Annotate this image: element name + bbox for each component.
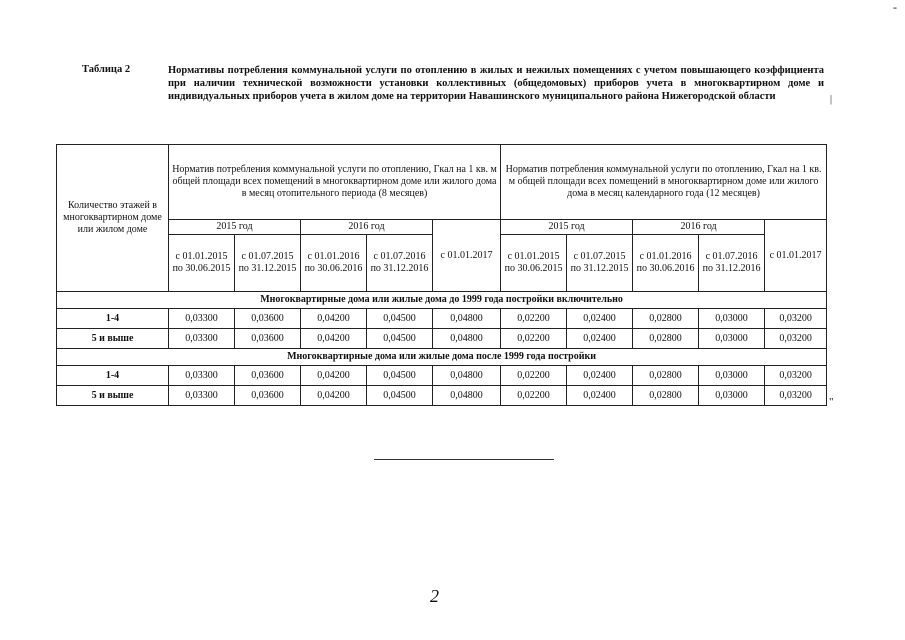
value-cell: 0,02400: [567, 366, 633, 386]
value-cell: 0,02400: [567, 309, 633, 329]
value-cell: 0,03200: [765, 309, 827, 329]
period-from-2017-heating: с 01.01.2017: [433, 220, 501, 292]
value-cell: 0,03000: [699, 329, 765, 349]
value-cell: 0,02800: [633, 386, 699, 406]
table-row: [57, 366, 827, 386]
value-cell: 0,02800: [633, 309, 699, 329]
value-cell: 0,02200: [501, 386, 567, 406]
value-cell: 0,02400: [567, 386, 633, 406]
period-header: с 01.01.2015 по 30.06.2015: [501, 235, 567, 292]
value-cell: 0,04800: [433, 309, 501, 329]
floors-cell: 5 и выше: [57, 329, 169, 349]
value-cell: 0,04500: [367, 386, 433, 406]
period-from-2017-calendar: с 01.01.2017: [765, 220, 827, 292]
value-cell: 0,02400: [567, 329, 633, 349]
group-header-calendar-year: Норматив потребления коммунальной услуги по отоплению, Гкал на 1 кв. м общей площади всех помещений в многоквартирном доме или жилого дома в месяц календарного года (12 месяцев): [501, 145, 827, 220]
value-cell: 0,03200: [765, 386, 827, 406]
floors-cell: 5 и выше: [57, 386, 169, 406]
row-header-floors: Количество этажей в многоквартирном доме или жилом доме: [57, 145, 169, 292]
value-cell: 0,02200: [501, 329, 567, 349]
period-header: с 01.01.2016 по 30.06.2016: [633, 235, 699, 292]
value-cell: 0,04200: [301, 386, 367, 406]
group-header-heating-period: Норматив потребления коммунальной услуги по отоплению, Гкал на 1 кв. м общей площади всех помещений в многоквартирном доме или жилого дома в месяц отопительного периода (8 месяцев): [169, 145, 501, 220]
table-row: [57, 309, 827, 329]
corner-mark: -: [893, 0, 897, 14]
page-number: 2: [430, 586, 439, 606]
table-label: Таблица 2: [82, 64, 131, 75]
value-cell: 0,03300: [169, 386, 235, 406]
value-cell: 0,03600: [235, 309, 301, 329]
caption-margin-mark: |: [830, 94, 833, 105]
period-header: с 01.07.2015 по 31.12.2015: [235, 235, 301, 292]
value-cell: 0,04800: [433, 366, 501, 386]
year-header-2015-calendar: 2015 год: [501, 220, 633, 235]
value-cell: 0,04800: [433, 386, 501, 406]
closing-quote-mark: ": [829, 396, 834, 408]
value-cell: 0,02200: [501, 366, 567, 386]
value-cell: 0,02200: [501, 309, 567, 329]
value-cell: 0,03600: [235, 386, 301, 406]
period-header: с 01.07.2016 по 31.12.2016: [367, 235, 433, 292]
value-cell: 0,03200: [765, 329, 827, 349]
value-cell: 0,04200: [301, 329, 367, 349]
value-cell: 0,02800: [633, 329, 699, 349]
floors-cell: 1-4: [57, 309, 169, 329]
value-cell: 0,02800: [633, 366, 699, 386]
value-cell: 0,04800: [433, 329, 501, 349]
value-cell: 0,03300: [169, 309, 235, 329]
period-header: с 01.01.2016 по 30.06.2016: [301, 235, 367, 292]
value-cell: 0,03300: [169, 329, 235, 349]
table-body: [57, 292, 827, 406]
table-row: [57, 329, 827, 349]
period-header: с 01.07.2016 по 31.12.2016: [699, 235, 765, 292]
value-cell: 0,03600: [235, 329, 301, 349]
value-cell: 0,03000: [699, 309, 765, 329]
norms-table: [56, 144, 827, 406]
value-cell: 0,03300: [169, 366, 235, 386]
value-cell: 0,04500: [367, 329, 433, 349]
value-cell: 0,03600: [235, 366, 301, 386]
table-caption: Нормативы потребления коммунальной услуги по отоплению в жилых и нежилых помещениях с учетом повышающего коэффициента при наличии технической возможности установки коллективных (общедомовых) приборов учета в многоквартирном доме и индивидуальных приборов учета в жилом доме на территории Навашинского муниципального района Нижегородской области: [168, 65, 824, 103]
footer-divider: [374, 459, 554, 460]
section-title: Многоквартирные дома или жилые дома после 1999 года постройки: [57, 349, 827, 366]
value-cell: 0,03200: [765, 366, 827, 386]
value-cell: 0,04200: [301, 366, 367, 386]
year-header-2015-heating: 2015 год: [169, 220, 301, 235]
value-cell: 0,03000: [699, 366, 765, 386]
value-cell: 0,04500: [367, 366, 433, 386]
floors-cell: 1-4: [57, 366, 169, 386]
period-header: с 01.07.2015 по 31.12.2015: [567, 235, 633, 292]
table-row: [57, 386, 827, 406]
value-cell: 0,03000: [699, 386, 765, 406]
value-cell: 0,04200: [301, 309, 367, 329]
value-cell: 0,04500: [367, 309, 433, 329]
period-header: с 01.01.2015 по 30.06.2015: [169, 235, 235, 292]
year-header-2016-heating: 2016 год: [301, 220, 433, 235]
section-title: Многоквартирные дома или жилые дома до 1999 года постройки включительно: [57, 292, 827, 309]
year-header-2016-calendar: 2016 год: [633, 220, 765, 235]
